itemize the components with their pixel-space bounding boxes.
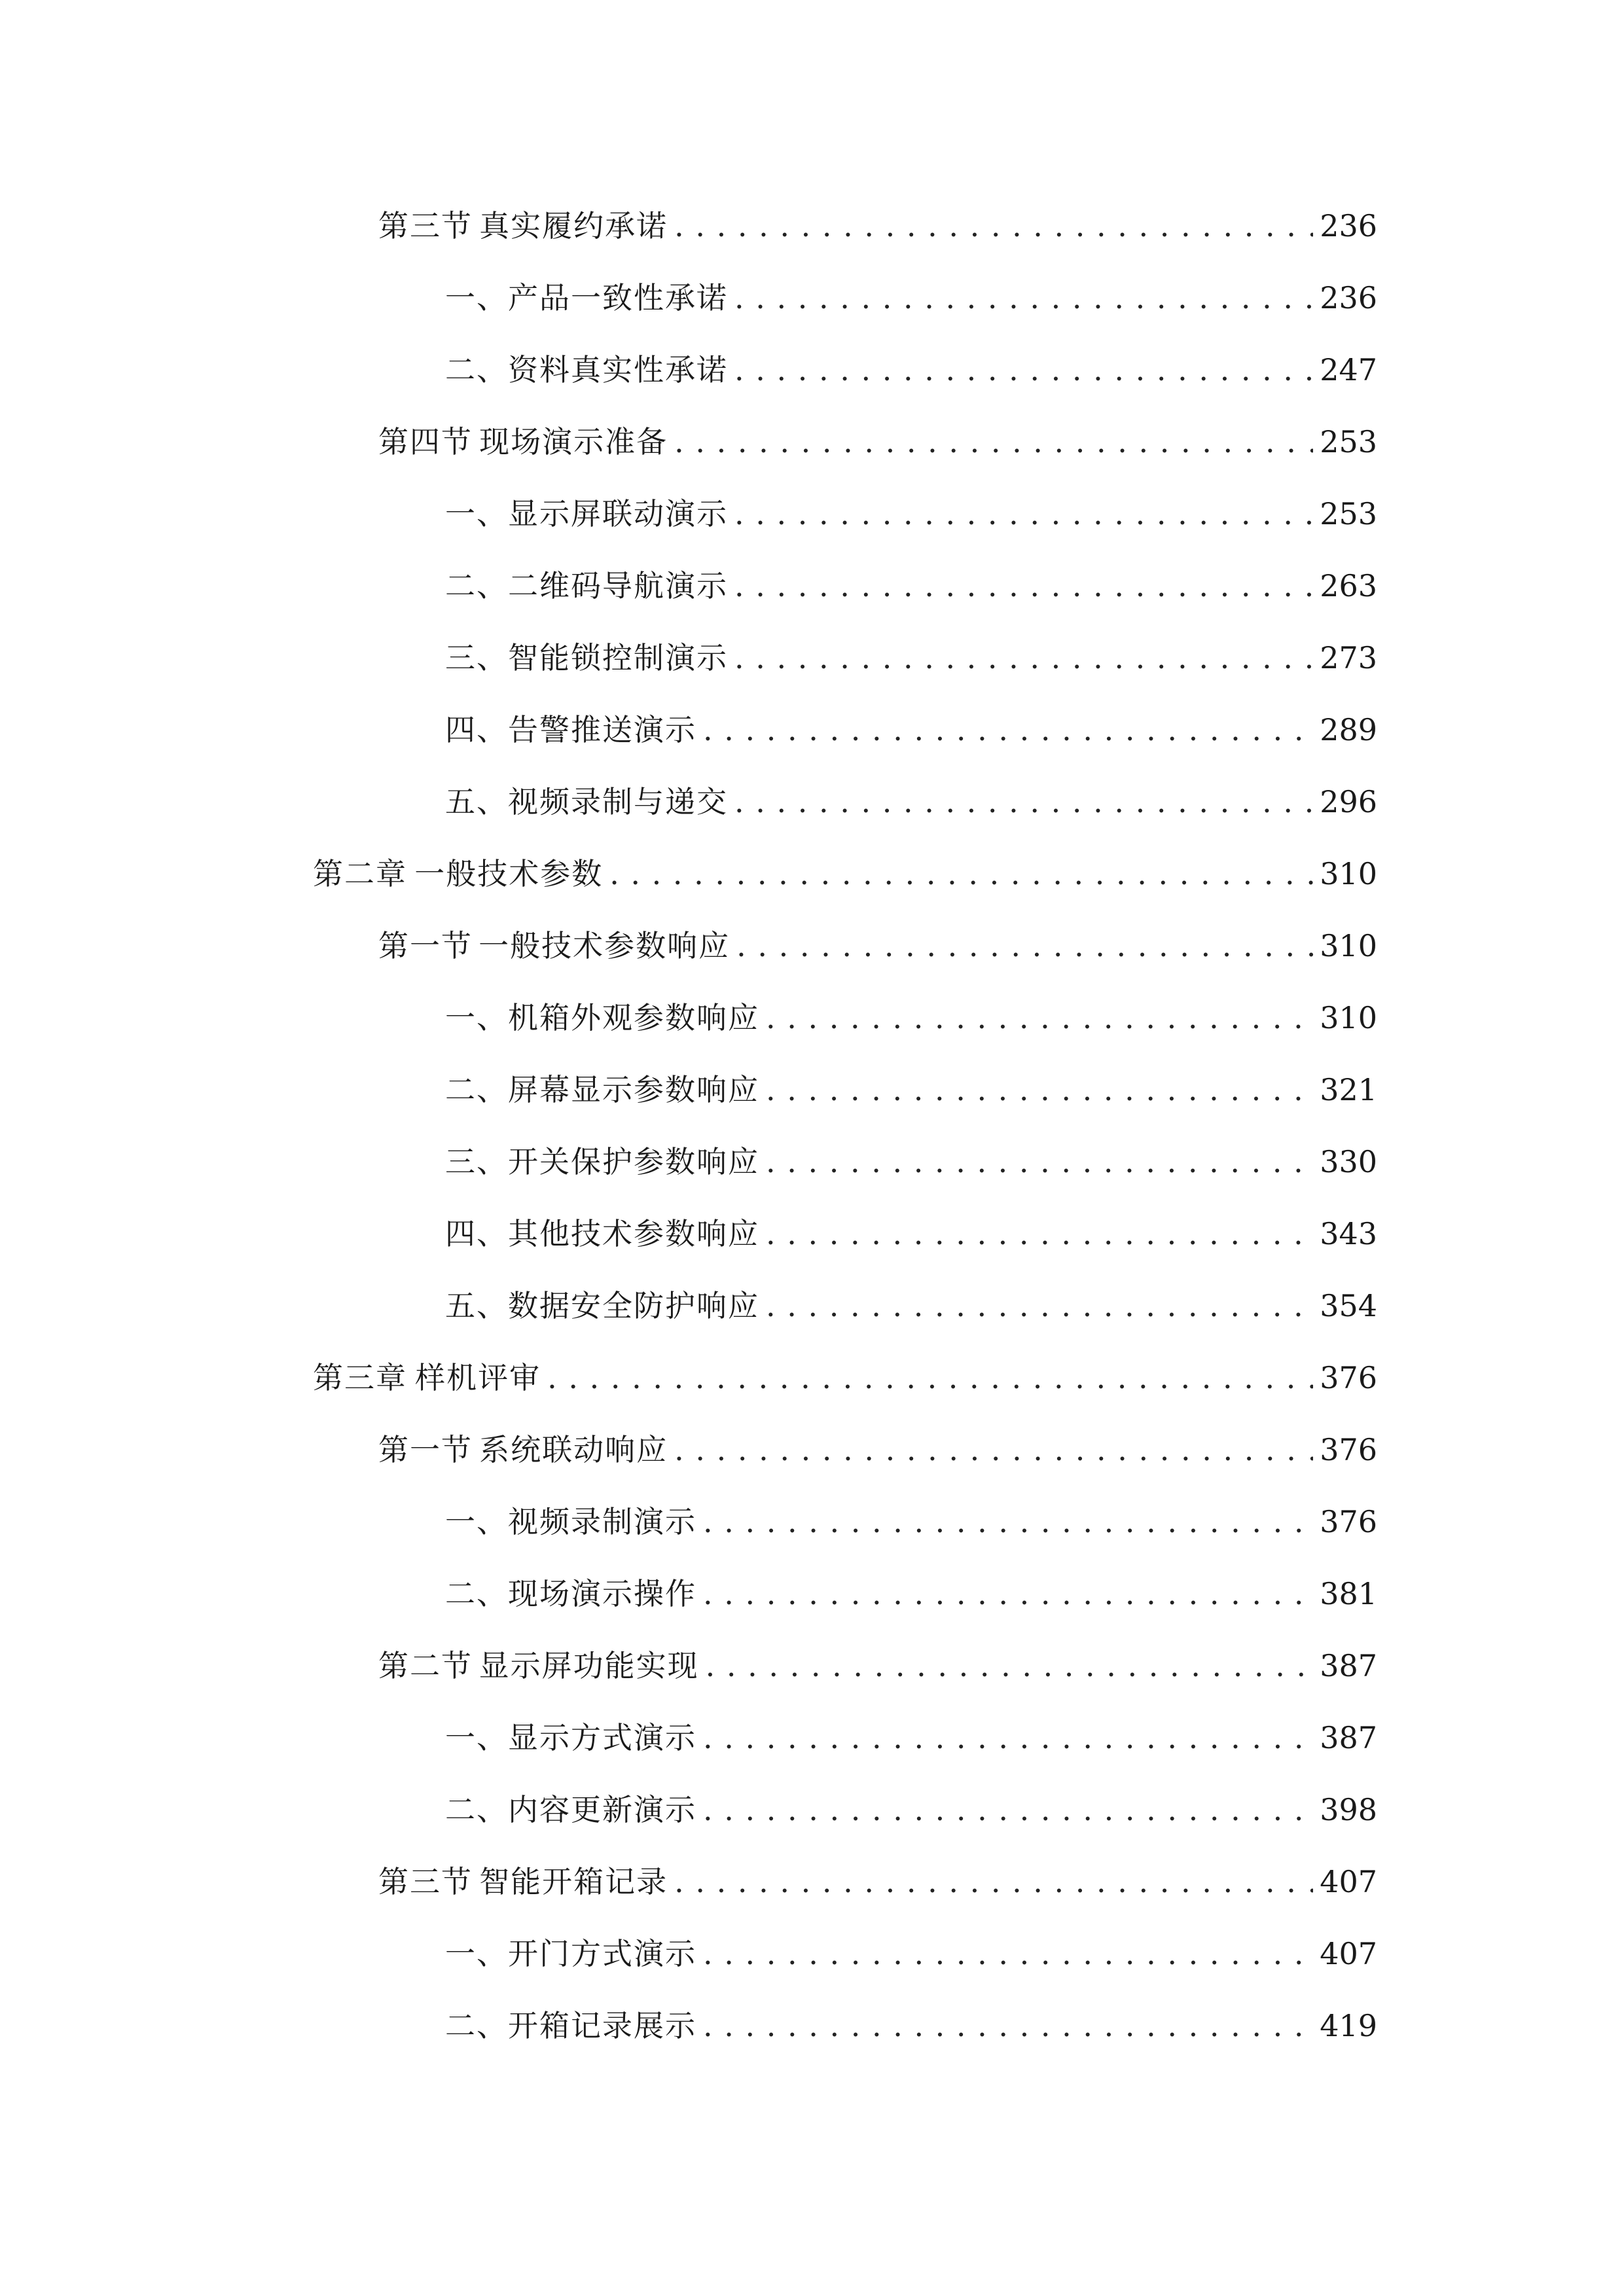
dot-leader — [766, 1198, 1313, 1270]
toc-entry-title: 显示屏功能实现 — [478, 1648, 699, 1683]
toc-entry-prefix: 一、 — [445, 496, 508, 531]
toc-entry-prefix: 第三节 — [378, 208, 473, 243]
toc-entry-prefix: 第四节 — [378, 424, 473, 459]
toc-entry-page-number: 419 — [1320, 2008, 1377, 2043]
toc-entry-prefix: 第一节 — [378, 1432, 473, 1467]
dot-leader — [703, 1702, 1313, 1774]
toc-entry-section[interactable] — [0, 190, 1624, 262]
toc-entry-title: 一般技术参数 — [414, 856, 604, 891]
toc-entry-page-number: 381 — [1320, 1576, 1377, 1611]
toc-entry-title: 系统联动响应 — [479, 1432, 668, 1467]
toc-entry-page-number: 330 — [1320, 1144, 1377, 1179]
toc-entry-title: 开箱记录展示 — [508, 2008, 696, 2043]
toc-entry-title: 一般技术参数响应 — [478, 928, 731, 963]
toc-entry-subsection[interactable] — [0, 1486, 1624, 1558]
toc-entry-title: 视频录制与递交 — [508, 784, 728, 819]
toc-entry-subsection[interactable] — [0, 1198, 1624, 1270]
toc-entry-subsection[interactable] — [0, 1558, 1624, 1630]
toc-entry-title: 告警推送演示 — [508, 712, 696, 747]
toc-entry-prefix: 二、 — [445, 1576, 508, 1611]
dot-leader — [734, 766, 1313, 838]
toc-entry-subsection[interactable] — [0, 766, 1624, 838]
toc-entry-title: 资料真实性承诺 — [508, 352, 728, 387]
dot-leader — [547, 1342, 1313, 1414]
toc-entry-prefix: 第三章 — [313, 1360, 407, 1395]
dot-leader — [674, 1846, 1313, 1918]
toc-entry-prefix: 一、 — [445, 1504, 508, 1539]
toc-entry-page-number: 310 — [1320, 856, 1377, 891]
toc-entry-title: 二维码导航演示 — [508, 568, 728, 603]
toc-entry-section[interactable] — [0, 406, 1624, 478]
toc-entry-prefix: 第二章 — [313, 856, 407, 891]
toc-entry-title: 样机评审 — [415, 1360, 541, 1395]
toc-entry-title: 开门方式演示 — [508, 1936, 696, 1971]
toc-entry-subsection[interactable] — [0, 982, 1624, 1054]
dot-leader — [734, 622, 1313, 694]
toc-entry-prefix: 二、 — [445, 2008, 508, 2043]
toc-entry-subsection[interactable] — [0, 478, 1624, 550]
toc-entry-page-number: 376 — [1320, 1432, 1377, 1467]
toc-entry-prefix: 第二节 — [378, 1648, 473, 1683]
toc-entry-page-number: 376 — [1320, 1360, 1377, 1395]
toc-entry-subsection[interactable] — [0, 694, 1624, 766]
toc-entry-prefix: 二、 — [445, 352, 508, 387]
toc-entry-prefix: 一、 — [445, 1720, 508, 1755]
toc-entry-chapter[interactable] — [0, 1342, 1624, 1414]
toc-entry-prefix: 一、 — [445, 1936, 508, 1971]
toc-entry-subsection[interactable] — [0, 1774, 1624, 1846]
toc-entry-prefix: 二、 — [445, 568, 508, 603]
toc-entry-subsection[interactable] — [0, 550, 1624, 622]
dot-leader — [703, 1486, 1313, 1558]
toc-entry-prefix: 二、 — [445, 1792, 508, 1827]
toc-entry-page-number: 343 — [1320, 1216, 1377, 1251]
toc-entry-title: 显示屏联动演示 — [508, 496, 728, 531]
toc-entry-prefix: 第三节 — [378, 1864, 473, 1899]
dot-leader — [766, 1270, 1313, 1342]
toc-entry-subsection[interactable] — [0, 1702, 1624, 1774]
toc-entry-title: 智能开箱记录 — [479, 1864, 668, 1899]
dot-leader — [674, 1414, 1313, 1486]
dot-leader — [736, 910, 1313, 982]
toc-entry-subsection[interactable] — [0, 1918, 1624, 1990]
toc-entry-title: 数据安全防护响应 — [508, 1288, 759, 1323]
toc-entry-section[interactable] — [0, 910, 1624, 982]
dot-leader — [703, 1918, 1313, 1990]
toc-entry-title: 产品一致性承诺 — [508, 280, 728, 315]
toc-entry-page-number: 376 — [1320, 1504, 1377, 1539]
toc-entry-page-number: 407 — [1320, 1864, 1377, 1899]
toc-entry-subsection[interactable] — [0, 262, 1624, 334]
toc-entry-prefix: 五、 — [445, 784, 508, 819]
toc-entry-prefix: 三、 — [445, 640, 508, 675]
toc-entry-prefix: 四、 — [445, 1216, 508, 1251]
toc-entry-title: 现场演示准备 — [479, 424, 668, 459]
toc-entry-page-number: 387 — [1320, 1648, 1377, 1683]
dot-leader — [703, 1774, 1313, 1846]
toc-entry-page-number: 253 — [1320, 424, 1377, 459]
toc-entry-page-number: 354 — [1320, 1288, 1377, 1323]
toc-entry-page-number: 310 — [1320, 1000, 1377, 1035]
dot-leader — [706, 1630, 1314, 1702]
toc-entry-prefix: 一、 — [445, 1000, 508, 1035]
toc-entry-title: 开关保护参数响应 — [508, 1144, 759, 1179]
dot-leader — [734, 550, 1313, 622]
toc-entry-title: 内容更新演示 — [508, 1792, 696, 1827]
toc-entry-subsection[interactable] — [0, 1270, 1624, 1342]
toc-entry-subsection[interactable] — [0, 1054, 1624, 1126]
toc-entry-subsection[interactable] — [0, 1126, 1624, 1198]
dot-leader — [766, 982, 1313, 1054]
toc-entry-page-number: 289 — [1320, 712, 1377, 747]
toc-entry-page-number: 407 — [1320, 1936, 1377, 1971]
toc-entry-prefix: 五、 — [445, 1288, 508, 1323]
toc-entry-title: 视频录制演示 — [508, 1504, 696, 1539]
toc-entry-page-number: 253 — [1320, 496, 1377, 531]
toc-entry-subsection[interactable] — [0, 334, 1624, 406]
toc-entry-prefix: 一、 — [445, 280, 508, 315]
table-of-contents — [0, 190, 1624, 2062]
dot-leader — [766, 1126, 1313, 1198]
toc-entry-prefix: 三、 — [445, 1144, 508, 1179]
toc-entry-page-number: 398 — [1320, 1792, 1377, 1827]
dot-leader — [609, 838, 1313, 910]
dot-leader — [703, 1558, 1313, 1630]
toc-entry-title: 现场演示操作 — [508, 1576, 696, 1611]
dot-leader — [734, 334, 1313, 406]
toc-entry-title: 真实履约承诺 — [479, 208, 668, 243]
toc-entry-prefix: 第一节 — [378, 928, 473, 963]
toc-entry-prefix: 四、 — [445, 712, 508, 747]
toc-entry-section[interactable] — [0, 1414, 1624, 1486]
dot-leader — [766, 1054, 1313, 1126]
toc-entry-page-number: 387 — [1320, 1720, 1377, 1755]
toc-entry-page-number: 310 — [1320, 928, 1377, 963]
dot-leader — [674, 190, 1313, 262]
dot-leader — [734, 262, 1313, 334]
dot-leader — [734, 478, 1313, 550]
toc-entry-page-number: 236 — [1320, 208, 1377, 243]
toc-entry-chapter[interactable] — [0, 838, 1624, 910]
toc-entry-title: 智能锁控制演示 — [508, 640, 728, 675]
toc-entry-section[interactable] — [0, 1630, 1624, 1702]
dot-leader — [674, 406, 1313, 478]
toc-entry-section[interactable] — [0, 1846, 1624, 1918]
toc-entry-page-number: 321 — [1320, 1072, 1377, 1107]
toc-entry-subsection[interactable] — [0, 1990, 1624, 2062]
toc-entry-page-number: 236 — [1320, 280, 1377, 315]
toc-entry-page-number: 273 — [1320, 640, 1377, 675]
toc-entry-title: 其他技术参数响应 — [508, 1216, 759, 1251]
toc-entry-title: 显示方式演示 — [508, 1720, 696, 1755]
toc-entry-subsection[interactable] — [0, 622, 1624, 694]
toc-entry-page-number: 247 — [1320, 352, 1377, 387]
toc-entry-title: 机箱外观参数响应 — [508, 1000, 759, 1035]
toc-entry-title: 屏幕显示参数响应 — [508, 1072, 759, 1107]
toc-entry-page-number: 296 — [1320, 784, 1377, 819]
toc-entry-page-number: 263 — [1320, 568, 1377, 603]
dot-leader — [703, 1990, 1313, 2062]
toc-entry-prefix: 二、 — [445, 1072, 508, 1107]
dot-leader — [703, 694, 1313, 766]
